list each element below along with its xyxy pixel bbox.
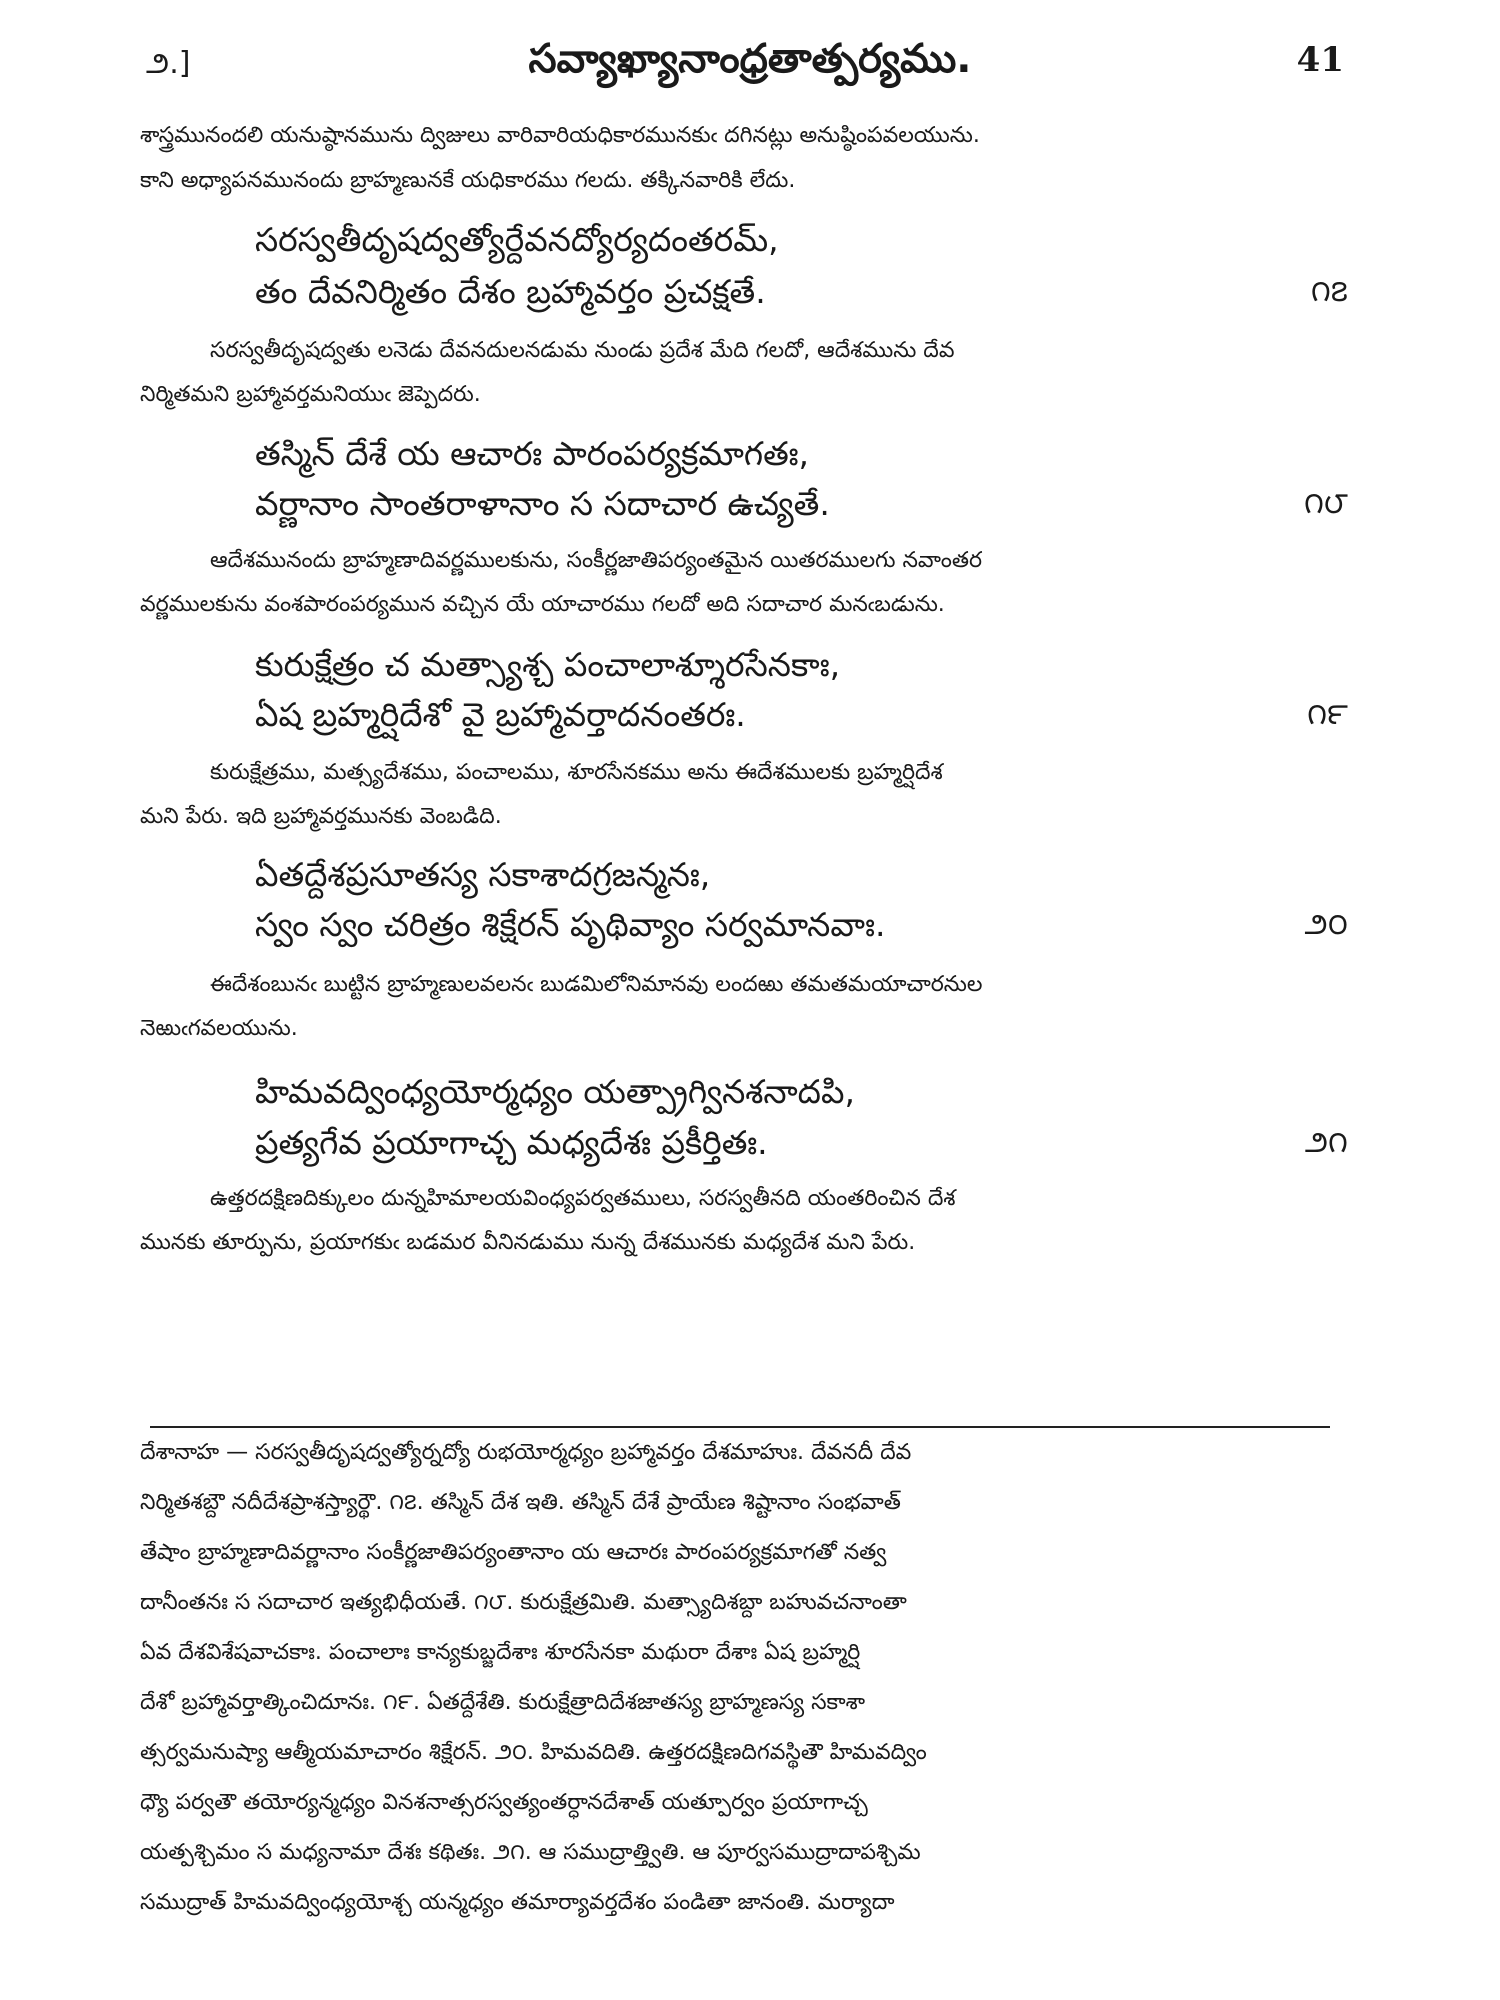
- note-line: నిర్మితశబ్దౌ నదీదేశప్రాశస్త్యార్థౌ. ౧౭. తస్మిన్ దేశ ఇతి. తస్మిన్ దేశే ప్రాయేణ శిష్టానాం సంభవాత్: [140, 1490, 901, 1515]
- verse-text: తం దేవనిర్మితం దేశం బ్రహ్మావర్తం ప్రచక్షతే.: [255, 272, 766, 311]
- verse-text: స్వం స్వం చరిత్రం శిక్షేరన్ పృథివ్యాం సర్వమానవాః.: [255, 905, 886, 944]
- verse-number: ౨౦: [1304, 907, 1348, 942]
- prose-line: వర్ణములకును వంశపారంపర్యమున వచ్చిన యే యాచారము గలదో అది సదాచార మనఁబడును.: [140, 592, 945, 617]
- verse-text: ఏష బ్రహ్మర్షిదేశో వై బ్రహ్మావర్తాదనంతరః.: [255, 695, 746, 734]
- prose-line: మని పేరు. ఇది బ్రహ్మావర్తమునకు వెంబడిది.: [140, 804, 502, 829]
- verse-line: సరస్వతీదృషద్వత్యోర్దేవనద్యోర్యదంతరమ్,: [255, 220, 779, 259]
- verse-number: ౨౧: [1304, 1125, 1348, 1160]
- verse-text: వర్ణానాం సాంతరాళానాం స సదాచార ఉచ్యతే.: [255, 484, 830, 523]
- verse-line: హిమవద్వింధ్యయోర్మధ్యం యత్ప్రాగ్వినశనాదపి,: [255, 1072, 855, 1111]
- intro-line: కాని అధ్యాపనమునందు బ్రాహ్మణునకే యధికారము గలదు. తక్కినవారికి లేదు.: [140, 168, 796, 193]
- verse-line: [255, 484, 1360, 531]
- verse-line: [255, 1123, 1360, 1170]
- verse-line: ఏతద్దేశప్రసూతస్య సకాశాదగ్రజన్మనః,: [255, 855, 711, 894]
- page-number: 41: [1296, 40, 1344, 80]
- note-line: ధ్యౌ పర్వతౌ తయోర్యన్మధ్యం వినశనాత్సరస్వత్యంతర్ధానదేశాత్ యత్పూర్వం ప్రయాగాచ్చ: [140, 1790, 868, 1815]
- footnote-divider: [150, 1426, 1330, 1428]
- prose-line: సరస్వతీదృషద్వతు లనెడు దేవనదులనడుమ నుండు ప్రదేశ మేది గలదో, ఆదేశమును దేవ: [210, 338, 955, 363]
- verse-line: [255, 905, 1360, 952]
- book-page: [140, 20, 1360, 1980]
- note-line: దేశానాహ — సరస్వతీదృషద్వత్యోర్నద్యో రుభయోర్మధ్యం బ్రహ్మావర్తం దేశమాహుః. దేవనదీ దేవ: [140, 1440, 912, 1465]
- verse-number: ౧౮: [1303, 486, 1348, 521]
- prose-line: ఉత్తరదక్షిణదిక్కులం దున్నహిమాలయవింధ్యపర్వతములు, సరస్వతీనది యంతరించిన దేశ: [210, 1186, 956, 1211]
- verse-number: ౧౭: [1310, 274, 1348, 309]
- note-line: దేశో బ్రహ్మావర్తాత్కించిదూనః. ౧౯. ఏతద్దేశేతి. కురుక్షేత్రాదిదేశజాతస్య బ్రాహ్మణస్య సకాశా: [140, 1690, 865, 1715]
- prose-line: ఆదేశమునందు బ్రాహ్మణాదివర్ణములకును, సంకీర్ణజాతిపర్యంతమైన యితరములగు నవాంతర: [210, 548, 983, 573]
- note-line: ఏవ దేశవిశేషవాచకాః. పంచాలాః కాన్యకుబ్జదేశాః శూరసేనకా మథురా దేశాః ఏష బ్రహ్మర్షి: [140, 1640, 861, 1665]
- note-line: తేషాం బ్రాహ్మణాదివర్ణానాం సంకీర్ణజాతిపర్యంతానాం య ఆచారః పారంపర్యక్రమాగతో నత్వ: [140, 1540, 887, 1565]
- verse-line: కురుక్షేత్రం చ మత్స్యాశ్చ పంచాలాశ్శూరసేనకాః,: [255, 645, 841, 684]
- page-title: సవ్యాఖ్యానాంధ్రతాత్పర్యము.: [528, 36, 972, 82]
- verse-line: తస్మిన్ దేశే య ఆచారః పారంపర్యక్రమాగతః,: [255, 434, 810, 473]
- chapter-marker: ౨.]: [146, 46, 191, 81]
- verse-text: ప్రత్యగేవ ప్రయాగాచ్చ మధ్యదేశః ప్రకీర్తితః.: [255, 1123, 768, 1162]
- prose-line: నిర్మితమని బ్రహ్మావర్తమనియుఁ జెప్పెదరు.: [140, 382, 481, 407]
- note-line: యత్పశ్చిమం స మధ్యనామా దేశః కథితః. ౨౧. ఆ సముద్రాత్త్వితి. ఆ పూర్వసముద్రాదాపశ్చిమ: [140, 1840, 921, 1865]
- prose-line: కురుక్షేత్రము, మత్స్యదేశము, పంచాలము, శూరసేనకము అను ఈదేశములకు బ్రహ్మర్షిదేశ: [210, 760, 943, 785]
- prose-line: నెఱుఁగవలయును.: [140, 1016, 298, 1041]
- verse-number: ౧౯: [1307, 697, 1348, 732]
- prose-line: మునకు తూర్పును, ప్రయాగకుఁ బడమర వీనినడుము నున్న దేశమునకు మధ్యదేశ మని పేరు.: [140, 1230, 916, 1255]
- note-line: దానీంతనః స సదాచార ఇత్యభిధీయతే. ౧౮. కురుక్షేత్రమితి. మత్స్యాదిశబ్దా బహువచనాంతా: [140, 1590, 907, 1615]
- note-line: త్సర్వమనుష్యా ఆత్మీయమాచారం శిక్షేరన్. ౨౦. హిమవదితి. ఉత్తరదక్షిణదిగవస్థితౌ హిమవద్విం: [140, 1740, 927, 1765]
- verse-line: [255, 272, 1360, 319]
- note-line: సముద్రాత్ హిమవద్వింధ్యయోశ్చ యన్మధ్యం తమార్యావర్తదేశం పండితా జానంతి. మర్యాదా: [140, 1890, 895, 1915]
- intro-line: శాస్త్రమునందలి యనుష్ఠానమును ద్విజులు వారివారియధికారమునకుఁ దగినట్లు అనుష్ఠింపవలయును.: [140, 123, 980, 148]
- verse-line: [255, 695, 1360, 742]
- running-header: [140, 30, 1360, 100]
- prose-line: ఈదేశంబునఁ బుట్టిన బ్రాహ్మణులవలనఁ బుడమిలోనిమానవు లందఱు తమతమయాచారనుల: [210, 972, 983, 997]
